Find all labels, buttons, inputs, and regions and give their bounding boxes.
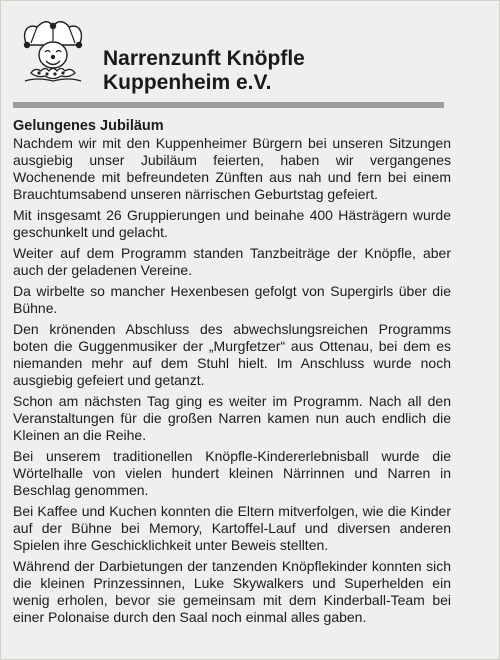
article-paragraph: Weiter auf dem Programm standen Tanzbeiträge der Knöpfle, aber auch der geladenen Vereine. xyxy=(13,245,451,278)
jester-logo-icon xyxy=(17,15,89,87)
article-paragraph: Mit insgesamt 26 Gruppierungen und beinahe 400 Hästrägern wurde geschunkelt und gelacht. xyxy=(13,207,451,240)
article-paragraph: Da wirbelte so mancher Hexenbesen gefolgt von Supergirls über die Bühne. xyxy=(13,283,451,316)
article-paragraph: Bei Kaffee und Kuchen konnten die Eltern mitverfolgen, wie die Kinder auf der Bühne bei Memory, Kartoffel-Lauf und diversen anderen Spielen ihre Geschicklichkeit unter Beweis stellten. xyxy=(13,503,451,553)
article-paragraph: Während der Darbietungen der tanzenden Knöpflekinder konnten sich die kleinen Prinzessinnen, Luke Skywalkers und Superhelden ein wenig erholen, bevor sie gemeinsam mit dem Kinderball-Team bei einer Polonaise durch den Saal noch einmal alles gaben. xyxy=(13,558,451,625)
header xyxy=(11,11,491,94)
organization-name xyxy=(103,47,305,95)
header-divider xyxy=(13,102,444,108)
org-name-line-2: Kuppenheim e.V. xyxy=(103,71,272,94)
article-paragraph: Schon am nächsten Tag ging es weiter im Programm. Nach all den Veranstaltungen für die großen Narren kamen nun auch endlich die Kleinen an die Reihe. xyxy=(13,393,451,443)
article-headline: Gelungenes Jubiläum xyxy=(13,118,164,134)
article-paragraph: Nachdem wir mit den Kuppenheimer Bürgern bei unseren Sitzungen ausgiebig unser Jubiläum feierten, haben wir vergangenes Wochenende mit befreundeten Zünften aus nah und fern bei einem Brauchtumsabend unseren närrischen Geburtstag gefeiert. xyxy=(13,135,451,202)
article xyxy=(13,118,451,630)
org-name-line-1: Narrenzunft Knöpfle xyxy=(103,47,305,70)
article-paragraph: Den krönenden Abschluss des abwechslungsreichen Programms boten die Guggenmusiker der „Murgfetzer“ aus Ottenau, bei dem es niemanden mehr auf dem Stuhl hielt. Im Anschluss wurde noch ausgiebig gefeiert und getanzt. xyxy=(13,321,451,388)
article-paragraph: Bei unserem traditionellen Knöpfle-Kindererlebnisball wurde die Wörtelhalle von vielen hundert kleinen Närrinnen und Narren in Beschlag genommen. xyxy=(13,448,451,498)
